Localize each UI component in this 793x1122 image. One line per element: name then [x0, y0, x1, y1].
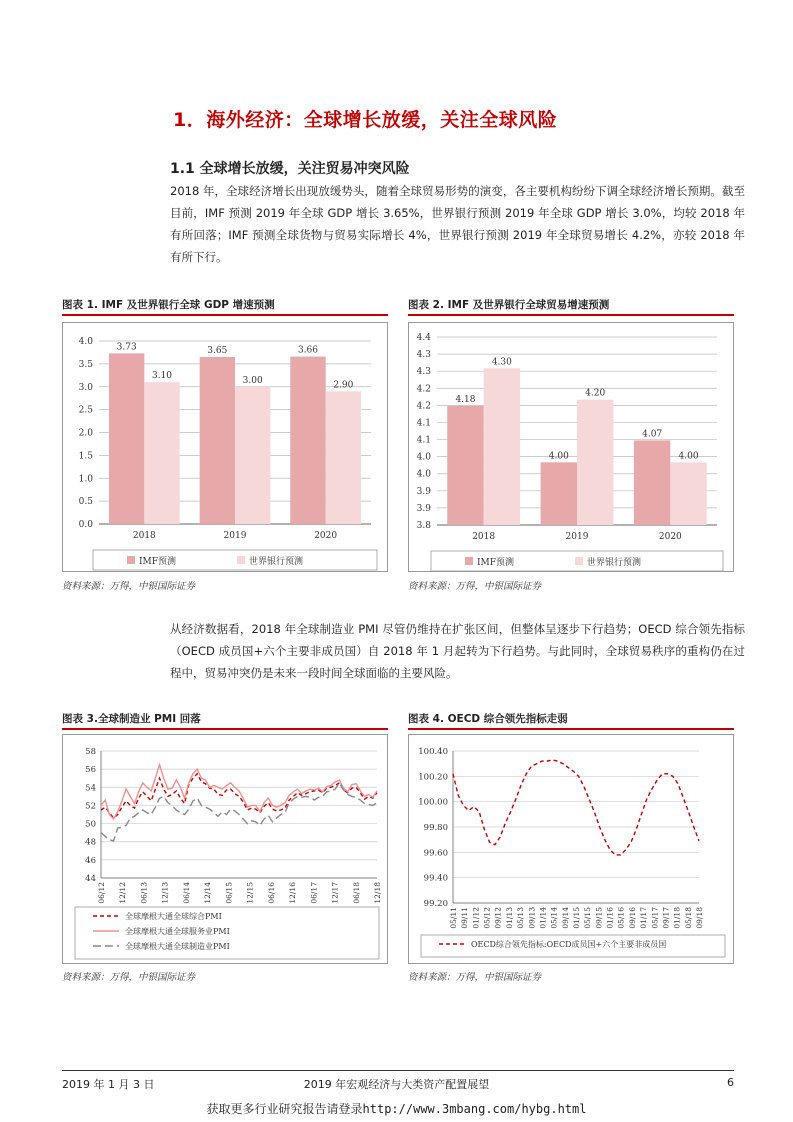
x-tick-label: 06/13 — [139, 882, 149, 904]
figure-3-rule — [62, 728, 388, 730]
x-tick-label: 09/17 — [661, 907, 671, 929]
legend-label: IMF预测 — [139, 557, 177, 567]
subsection-title: 1.1 全球增长放缓，关注贸易冲突风险 — [170, 161, 410, 177]
y-tick-label: 0.5 — [78, 497, 93, 508]
y-tick-label: 4.0 — [416, 469, 431, 480]
series-line-0 — [101, 774, 377, 818]
x-tick-label: 05/17 — [650, 907, 660, 929]
legend-label: IMF预测 — [477, 558, 515, 568]
gdp-forecast-bar-chart — [63, 323, 387, 571]
x-tick-label: 01/16 — [605, 907, 615, 929]
x-tick-label: 2018 — [472, 532, 496, 542]
data-label: 3.65 — [207, 346, 228, 357]
series-line-0 — [453, 760, 699, 855]
page-number: 6 — [727, 1076, 734, 1089]
legend-swatch — [575, 557, 583, 565]
y-tick-label: 56 — [85, 765, 96, 776]
x-tick-label: 2020 — [314, 531, 338, 541]
figure-4-rule — [408, 728, 734, 730]
y-tick-label: 4.2 — [416, 384, 431, 395]
y-tick-label: 4.0 — [416, 452, 431, 463]
x-tick-label: 12/14 — [203, 882, 213, 904]
x-tick-label: 06/17 — [309, 882, 319, 904]
figure-4-title: 图表 4. OECD 综合领先指标走弱 — [408, 713, 568, 725]
x-tick-label: 2019 — [223, 531, 247, 541]
promo-link[interactable]: 获取更多行业研究报告请登录http://www.3mbang.com/hybg.html — [206, 1102, 587, 1116]
y-tick-label: 2.5 — [78, 405, 93, 416]
data-label: 3.00 — [242, 375, 263, 386]
y-tick-label: 4.3 — [416, 350, 431, 361]
footer-rule — [62, 1070, 734, 1071]
y-tick-label: 3.9 — [416, 486, 431, 497]
data-label: 3.10 — [151, 371, 173, 382]
figure-1-chart — [62, 322, 388, 572]
legend-label: 全球摩根大通全球制造业PMI — [125, 942, 230, 951]
x-tick-label: 12/18 — [373, 882, 382, 904]
y-tick-label: 100.40 — [418, 747, 448, 757]
legend-label: OECD综合领先指标:OECD成员国+六个主要非成员国 — [471, 940, 667, 949]
x-tick-label: 05/13 — [516, 907, 526, 929]
x-tick-label: 05/18 — [683, 907, 693, 929]
y-tick-label: 46 — [85, 855, 96, 866]
x-tick-label: 01/15 — [572, 907, 581, 929]
x-tick-label: 05/12 — [482, 907, 492, 929]
x-tick-label: 09/13 — [527, 907, 537, 929]
y-tick-label: 99.60 — [423, 848, 448, 859]
legend-swatch — [127, 556, 135, 564]
figure-1-source: 资料来源：万得，中银国际证券 — [62, 581, 196, 592]
figure-2-title: 图表 2. IMF 及世界银行全球贸易增速预测 — [408, 299, 610, 311]
y-tick-label: 44 — [85, 874, 96, 884]
figure-2-chart — [408, 322, 734, 572]
legend-label: 全球摩根大通全球服务业PMI — [125, 927, 230, 936]
y-tick-label: 3.5 — [78, 359, 93, 370]
x-tick-label: 12/12 — [118, 882, 128, 904]
data-label: 4.00 — [678, 451, 699, 462]
bar-2019-0 — [541, 462, 577, 525]
bar-2020-0 — [634, 440, 670, 525]
x-tick-label: 05/14 — [549, 907, 559, 929]
x-tick-label: 2018 — [132, 531, 156, 541]
figure-1-title: 图表 1. IMF 及世界银行全球 GDP 增速预测 — [62, 299, 275, 311]
y-tick-label: 99.40 — [423, 873, 448, 884]
bar-2020-1 — [670, 462, 706, 525]
paragraph-2: 从经济数据看，2018 年全球制造业 PMI 尽管仍维持在扩张区间，但整体呈逐步下行趋势；OECD 综合领先指标（OECD 成员国+六个主要非成员国）自 2018 年 1 月起转为下行趋势。与此同时，全球贸易秩序的重构仍在过程中，贸易冲突仍是未来一段时间全球面临的主要风险。 — [170, 622, 745, 680]
data-label: 4.00 — [548, 451, 569, 462]
y-tick-label: 3.8 — [416, 521, 431, 531]
pmi-line-chart — [63, 735, 387, 963]
y-tick-label: 4.0 — [78, 337, 93, 347]
legend-swatch — [465, 557, 473, 565]
x-tick-label: 06/18 — [351, 882, 361, 904]
legend-label: 世界银行预测 — [249, 557, 304, 567]
bar-2018-0 — [447, 406, 483, 525]
y-tick-label: 1.5 — [78, 451, 93, 462]
data-label: 4.07 — [642, 429, 663, 440]
x-tick-label: 12/15 — [245, 882, 255, 904]
y-tick-label: 4.1 — [416, 435, 431, 446]
bar-2020-0 — [290, 357, 325, 524]
y-tick-label: 99.80 — [423, 823, 448, 833]
x-tick-label: 01/13 — [504, 907, 514, 929]
y-tick-label: 3.9 — [416, 503, 431, 514]
legend-box — [93, 550, 377, 570]
x-tick-label: 09/15 — [594, 907, 604, 929]
y-tick-label: 2.0 — [78, 428, 93, 439]
bar-2019-0 — [200, 357, 235, 524]
figure-2-source: 资料来源：万得，中银国际证券 — [408, 581, 542, 592]
bar-2020-1 — [326, 391, 361, 524]
x-tick-label: 01/12 — [471, 907, 481, 929]
y-tick-label: 58 — [85, 747, 96, 757]
x-tick-label: 06/15 — [224, 882, 234, 904]
x-tick-label: 12/16 — [288, 882, 298, 904]
x-tick-label: 06/12 — [97, 882, 106, 904]
y-tick-label: 4.2 — [416, 401, 431, 412]
figure-4-source: 资料来源：万得，中银国际证券 — [408, 972, 542, 983]
figure-1-rule — [62, 314, 388, 316]
x-tick-label: 09/18 — [695, 907, 704, 929]
x-tick-label: 2019 — [565, 532, 589, 542]
x-tick-label: 09/14 — [560, 907, 570, 929]
bar-2018-1 — [144, 382, 179, 524]
trade-forecast-bar-chart — [409, 323, 733, 571]
x-tick-label: 2020 — [658, 532, 682, 542]
x-tick-label: 05/16 — [616, 907, 626, 929]
figure-2-rule — [408, 314, 734, 316]
figure-3-source: 资料来源：万得，中银国际证券 — [62, 972, 196, 983]
bar-2018-1 — [484, 368, 520, 525]
x-tick-label: 06/14 — [181, 882, 191, 904]
bar-2018-0 — [109, 353, 144, 524]
data-label: 4.20 — [585, 388, 606, 399]
y-tick-label: 4.4 — [416, 333, 431, 343]
legend-label: 全球摩根大通全球综合PMI — [125, 912, 222, 921]
section-title: 1．海外经济：全球增长放缓，关注全球风险 — [173, 109, 558, 131]
x-tick-label: 05/15 — [583, 907, 593, 929]
bar-2019-1 — [235, 387, 270, 524]
figure-3-title: 图表 3.全球制造业 PMI 回落 — [62, 713, 201, 725]
x-tick-label: 01/18 — [672, 907, 682, 929]
y-tick-label: 4.1 — [416, 418, 431, 429]
x-tick-label: 12/17 — [330, 882, 340, 904]
y-tick-label: 100.00 — [418, 797, 448, 808]
x-tick-label: 09/12 — [493, 907, 503, 929]
paragraph-1: 2018 年，全球经济增长出现放缓势头，随着全球贸易形势的演变，各主要机构纷纷下调全球经济增长预期。截至目前，IMF 预测 2019 年全球 GDP 增长 3.65%，世界银行预测 2019 年全球 GDP 增长 3.0%，均较 2018 年有所回落；IMF 预测全球货物与贸易实际增长 4%，世界银行预测 2019 年全球贸易增长 4.2%，亦较 2018 年有所下行。 — [170, 184, 745, 264]
y-tick-label: 54 — [85, 783, 96, 794]
y-tick-label: 3.0 — [78, 382, 93, 393]
oecd-line-chart — [409, 735, 733, 963]
legend-label: 世界银行预测 — [587, 558, 642, 568]
data-label: 4.18 — [455, 394, 476, 405]
figure-4-chart — [408, 734, 734, 964]
figure-3-chart — [62, 734, 388, 964]
data-label: 3.66 — [297, 345, 319, 356]
y-tick-label: 99.20 — [423, 899, 448, 909]
x-tick-label: 05/11 — [449, 907, 458, 929]
y-tick-label: 4.3 — [416, 367, 431, 378]
x-tick-label: 01/17 — [639, 907, 649, 929]
data-label: 2.90 — [333, 380, 354, 391]
legend-swatch — [237, 556, 245, 564]
x-tick-label: 01/14 — [538, 907, 548, 929]
x-tick-label: 12/13 — [160, 882, 170, 904]
footer-title: 2019 年宏观经济与大类资产配置展望 — [303, 1078, 490, 1091]
y-tick-label: 50 — [85, 819, 96, 830]
x-tick-label: 09/16 — [627, 907, 637, 929]
data-label: 4.30 — [491, 357, 512, 368]
x-tick-label: 09/11 — [460, 907, 470, 929]
x-tick-label: 06/16 — [266, 882, 276, 904]
y-tick-label: 52 — [85, 801, 96, 812]
data-label: 3.73 — [116, 342, 137, 353]
bar-2019-1 — [577, 400, 613, 525]
y-tick-label: 0.0 — [78, 520, 93, 530]
y-tick-label: 1.0 — [78, 474, 93, 485]
y-tick-label: 48 — [85, 837, 96, 848]
footer-date: 2019 年 1 月 3 日 — [62, 1078, 155, 1091]
y-tick-label: 100.20 — [418, 772, 448, 783]
